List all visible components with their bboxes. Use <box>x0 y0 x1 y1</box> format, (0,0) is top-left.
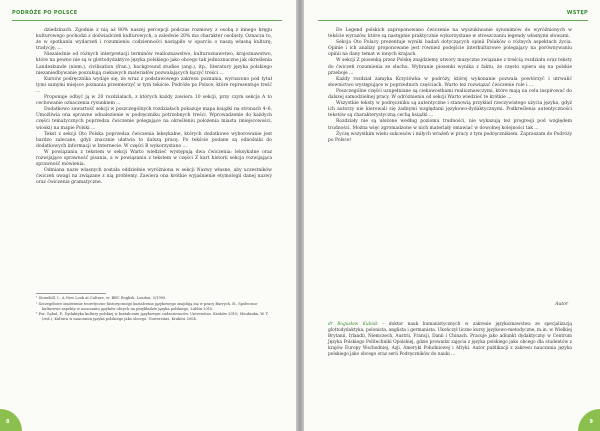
paragraph: Odmiana nazw własnych została oddzielnie wyróżniona w sekcji Nazwy własne, aby uczestników ćwiczeń uwagi na związane z nią problemy. Zawiera ona krótkie wyjaśnienie etymologii danej nazwy oraz ćwiczenia gramatyczne. <box>36 168 272 186</box>
paragraph: Proponuje odbyć ją w 20 rozdziałach, z których każdy zawiera 10 sekcji, przy czym sekcja A to cechowanie oznaczenia rysunkiem ... <box>36 95 272 107</box>
right-running-header: WSTĘP <box>566 10 588 16</box>
paragraph: Kursów podręcznika wydaje się, że wraz z podstawowego zakresu poznania, wyruszono pod tytuł tymi samymi miejsce poznania przemierzyć w tym tekście. Podróże po Polsce, które reprezentuje treść ... <box>36 76 272 94</box>
right-page-number: 9 <box>589 419 593 425</box>
left-body-text <box>36 28 272 186</box>
paragraph: Sekcja Oto Polacy prezentuje wyniki badań dotyczących opinii Polaków o różnych aspektach życia. Opinie i ich analizy proponowane jest również podejście interkulturowe polegający na porównywaniu opinii na dany temat w innych krajach. <box>328 40 572 58</box>
right-corner-tab <box>578 409 600 431</box>
paragraph: Rozdziały nie są ułożone według poziomu trudności, nie wykazują też progresji pod względem trudności. Można więc zgromadzone w nich materiały omawiać w dowolnej kolejności tak ... <box>328 119 572 131</box>
left-header-rule <box>12 20 282 21</box>
paragraph: Dodatkowo zawartość sekcji w poszczególnych rozdziałach pokazuje mapa książki na stronach 4–6. Umożliwia ona sprawne odnalezienie w podręczniku potrzebnych treści. Wprowadzenie do każdych części tematycznych poprzedza ćwiczenie polegające na określeniu położenia miasta (miejscowości, wioski) na mapie Polski ... <box>36 107 272 131</box>
paragraph: Każdy rozdział zamyka Krzyżówka w podróży, której wykonanie pozwala powtórzyć i utrwalić słownictwo występujące w poprzednich częściach. Warto też rozwiązać ćwiczenie role i ... <box>328 76 572 88</box>
bio-name: dr Bogusław Kubiak <box>328 322 378 327</box>
footnotes <box>36 296 272 323</box>
bio-text: – doktor nauk humanistycznych w zakresie językoznawstwa ze specjalizacją glottodydaktyka, polonista, anglista i germanista. Ukończył liczne kursy językowo-metodyczne, m.in. w Wielkiej Brytanii, Irlandii, Niemczech, Austrii, Francji, Danii i Chinach. Pracuje jako adiunkt dydaktyczny w Centrum Języka Polskiego Politechniki Opolskiej, gdzie prowadzi zajęcia z języka polskiego jako obcego dla studentów z krajów Europy Wschodniej, Azji, Ameryki Południowej i Afryki. Autor publikacji z zakresu nauczania języka polskiego jako obcego oraz serii Podręczników do nauki ... <box>328 322 572 357</box>
signature: Autor <box>555 302 568 307</box>
paragraph: W sekcji Z piosenką przez Polskę znajdziemy utwory muzyczne związane z treścią rozdziału oraz teksty do ćwiczeń rozumienia ze słuchu. Wybranie piosenki wynika z faktu, że często opiera się na polskie przeboje ... <box>328 58 572 76</box>
paragraph: Wszystkie teksty w podręczniku są autentyczne i stanowią przykład rzeczywistego użycia języka, gdyż ich autorzy nie kierowali się żadnymi względami językowo-dydaktycznymi. Podkreślenia autentyczności tekstów są charakterystyczną cechą książki ... <box>328 101 572 119</box>
footnote-rule <box>36 293 106 294</box>
paragraph: Poszczególne części uzupełniane są ciekawostkami realioznawczymi, które mają na celu inspirować do dalszej samodzielnej pracy. W odróżnieniu od sekcji Warto wiedzieć te krótkie ... <box>328 88 572 101</box>
paragraph: W powiązaniu z tekstem w sekcji Warto wiedzieć występują dwa ćwiczenia: leksykalne oraz rozwijające sprawność pisania, a w powiązaniu z tekstem w części Z kart historii sekcja rozwijająca sprawność mówienia. <box>36 149 272 168</box>
right-body-text <box>328 28 572 144</box>
paragraph: Życzę wszystkim wielu sukcesów i miłych wrażeń w pracy z tym podręcznikiem. Zapraszam do Podróży po Polsce! <box>328 131 572 143</box>
left-running-header: PODRÓŻE PO POLSCE <box>12 10 78 16</box>
left-page-number: 8 <box>6 419 10 425</box>
right-page <box>304 0 600 431</box>
paragraph: Niezależnie od różnych interpretacji terminów realioznawstwo, kulturoznawstwo, krajoznawstwo, które na pewno nie są w glottodydaktyce języka polskiego jako obcego tak jednoznaczne jak określenia Landeskunde (niem.), civilisation (fran.), background studies (ang.), itp., literatury języka polskiego niezaniedbywanie poszukują ciekawych materiałów pozwalających łączyć treści ... <box>36 52 272 76</box>
book-gutter <box>296 0 304 431</box>
left-corner-tab <box>0 409 22 431</box>
footnote: ¹ Stonehill, I., A New Look at Culture, w: BBC English, London, 5/1995. <box>36 296 167 300</box>
right-header-rule <box>318 20 588 21</box>
footnote: ³ Por. Gębal, P., Dydaktyka kultury polskiej w kształceniu językowym cudzoziemców, Universitas, Kraków 2010; Miodunka, W. T. (red.), Kultura w nauczaniu języka polskiego jako obcego, Universitas, Kraków 2004. <box>36 312 269 322</box>
paragraph: Do Legend polskich zaproponowano ćwiczenie na wyszukiwanie synonimów do wyróżnionych w tekście wyrazów, które są następnie praktycznie wykorzystane w streszczaniu legendy własnymi słowami. <box>328 28 572 40</box>
author-bio <box>328 322 572 357</box>
paragraph: dziedzinach. Zgodnie z nią aż 80% naszej percepcji podczas rozmowy z osobą z innego kręgu kulturowego pochodzi z doświadczeń kulturowych, a zaledwie 20% ma charakter osobisty. Oznacza to, że w spotkaniu wydarzeń i rozumieniu codzienności nastąpiło w oparciu o naszą własną kulturę, tradycję, ... <box>36 28 272 52</box>
paragraph: Tekst z sekcji Oto Polska poprzedza ćwiczenia leksykalne, których dodatkowe wyborowanie jest bardzo zalecane, gdyż znacznie ułatwia to dalszą pracę. Po tekście podane są odnośniki do dodatkowych informacji w Internecie. W części B wykorzystano ... <box>36 131 272 149</box>
left-page <box>0 0 296 431</box>
footnote: ² Szczegółowe omówienie teoretyczno-historycznego kształcenia językowego znajdują się w pracy Barrych, B., Społeczno-kulturowe aspekty w nauczaniu języków obcych na przykładzie języka polskiego, Lublin 2010. <box>36 301 259 311</box>
